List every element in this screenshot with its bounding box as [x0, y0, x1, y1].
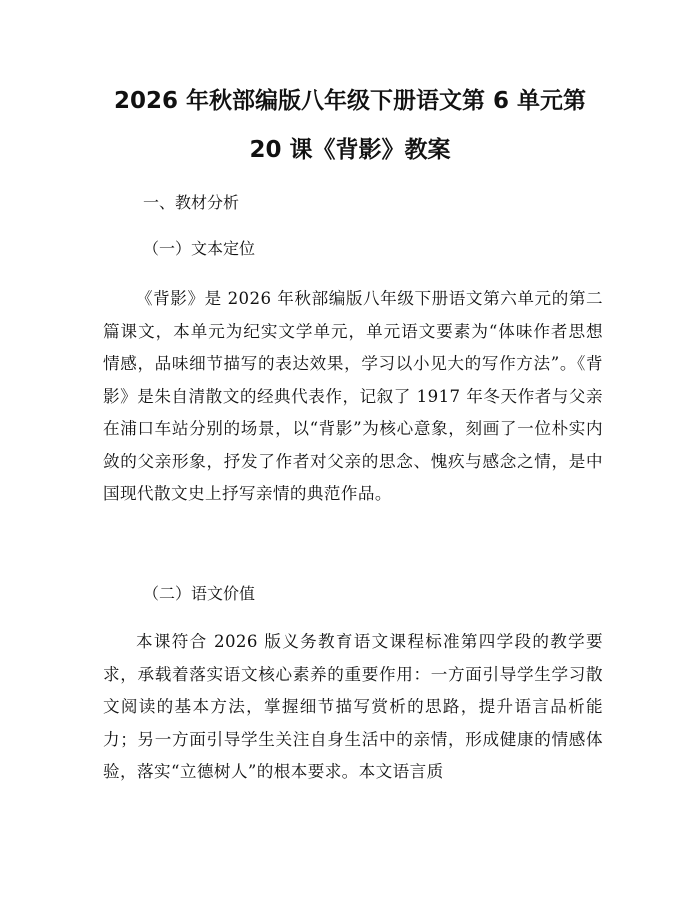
subsection-heading-text-positioning: （一）文本定位 [143, 239, 256, 258]
paragraph-text-positioning: 《背影》是 2026 年秋部编版八年级下册语文第六单元的第二篇课文，本单元为纪实文学单元，单元语文要素为“体味作者思想情感，品味细节描写的表达效果，学习以小见大的写作方法”。《背影》是朱自清散文的经典代表作，记叙了 1917 年冬天作者与父亲在浦口车站分别的场景，以“背影”为核心意象，刻画了一位朴实内敛的父亲形象，抒发了作者对父亲的思念、愧疚与感念之情，是中国现代散文史上抒写亲情的典范作品。 [103, 289, 603, 503]
section-heading-textbook-analysis: 一、教材分析 [143, 193, 240, 212]
subsection-heading-language-value: （二）语文价值 [143, 584, 256, 603]
document-title-line-2: 20 课《背影》教案 [249, 137, 451, 163]
document-title-line-1: 2026 年秋部编版八年级下册语文第 6 单元第 [113, 88, 587, 114]
paragraph-language-value: 本课符合 2026 版义务教育语文课程标准第四学段的教学要求，承载着落实语文核心素养的重要作用：一方面引导学生学习散文阅读的基本方法，掌握细节描写赏析的思路，提升语言品析能力；另一方面引导学生关注自身生活中的亲情，形成健康的情感体验，落实“立德树人”的根本要求。本文语言质 [103, 632, 603, 781]
